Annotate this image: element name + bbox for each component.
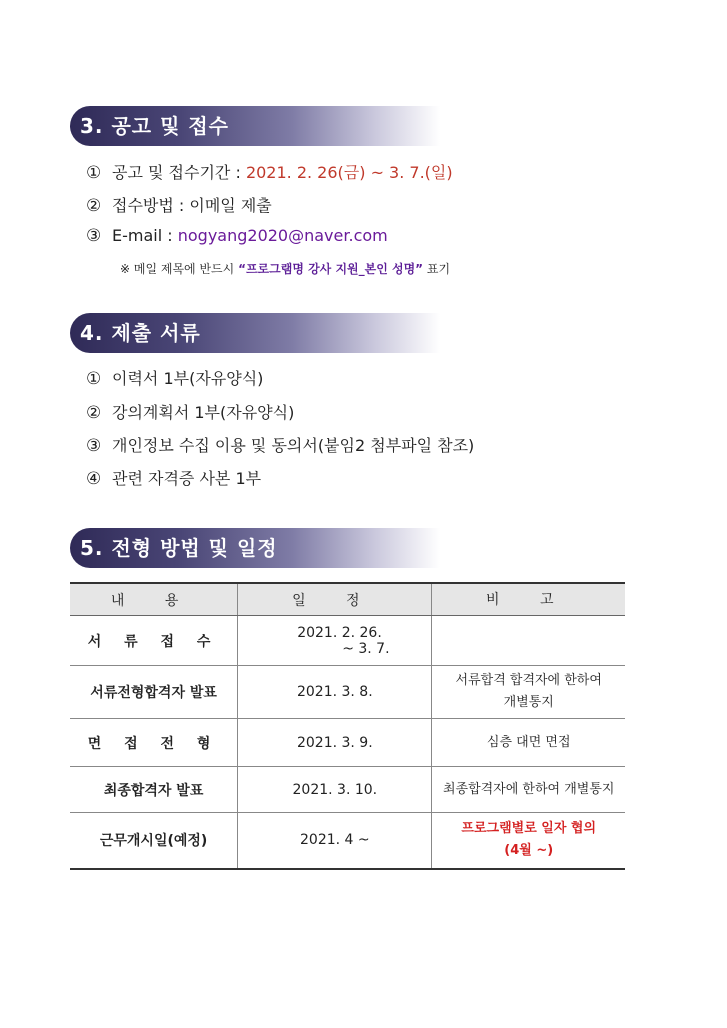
note-prefix: ※ 메일 제목에 반드시 (120, 262, 239, 276)
remarks-line: 프로그램별로 일자 협의 (461, 821, 597, 837)
sec4-item-2 (86, 400, 294, 423)
item-number: ③ (86, 436, 102, 456)
item-number: ① (86, 369, 102, 389)
sec4-item-3 (86, 433, 474, 456)
sec3-item-method (86, 193, 272, 216)
item-text: 강의계획서 1부(자유양식) (112, 403, 295, 422)
remarks-line: 서류합격 합격자에 한하여 (455, 673, 602, 688)
table-row (70, 719, 625, 767)
period-value: 2021. 2. 26(금) ~ 3. 7.(일) (245, 163, 453, 182)
row-schedule: 2021. 3. 9. (238, 719, 432, 767)
section-heading-5: 5. 전형 방법 및 일정 (70, 528, 440, 568)
email-subject-note (120, 260, 450, 277)
item-number: ② (86, 196, 102, 216)
item-text: 개인정보 수집 이용 및 동의서(붙임2 첨부파일 참조) (112, 436, 475, 455)
header-schedule: 일 정 (238, 583, 432, 616)
item-number: ② (86, 403, 102, 423)
section-heading-3: 3. 공고 및 접수 (70, 106, 440, 146)
schedule-table (70, 582, 625, 870)
item-number: ④ (86, 469, 102, 489)
row-remarks (432, 616, 625, 666)
schedule-line: ~ 3. 7. (342, 640, 390, 657)
table-row (70, 767, 625, 813)
item-text: 이력서 1부(자유양식) (112, 369, 264, 388)
header-content: 내 용 (70, 583, 238, 616)
row-content: 서류전형합격자 발표 (70, 666, 238, 719)
email-value: nogyang2020@naver.com (177, 226, 388, 245)
item-text: 관련 자격증 사본 1부 (112, 469, 262, 488)
table-header-row (70, 583, 625, 616)
section-heading-4: 4. 제출 서류 (70, 313, 440, 353)
sec4-item-4 (86, 466, 261, 489)
row-remarks (432, 666, 625, 719)
item-number: ③ (86, 226, 102, 246)
row-remarks: 심층 대면 면접 (432, 719, 625, 767)
sec3-item-email (86, 226, 388, 246)
item-label: E-mail : (112, 226, 178, 245)
row-content: 최종합격자 발표 (70, 767, 238, 813)
row-content: 서 류 접 수 (70, 616, 238, 666)
sec4-item-1 (86, 366, 263, 389)
item-label: 접수방법 : 이메일 제출 (112, 196, 272, 215)
note-emphasis: “프로그램명 강사 지원_본인 성명” (238, 262, 424, 276)
note-suffix: 표기 (423, 262, 451, 276)
row-content: 근무개시일(예정) (70, 813, 238, 869)
remarks-line: 개별통지 (503, 695, 554, 710)
remarks-line: (4월 ~) (504, 843, 554, 859)
table-row (70, 616, 625, 666)
header-remarks: 비 고 (432, 583, 625, 616)
schedule-line: 2021. 2. 26. (297, 624, 382, 641)
row-content: 면 접 전 형 (70, 719, 238, 767)
row-schedule: 2021. 3. 8. (238, 666, 432, 719)
item-label: 공고 및 접수기간 : (112, 163, 246, 182)
table-row (70, 666, 625, 719)
sec3-item-period (86, 160, 453, 183)
row-schedule: 2021. 3. 10. (238, 767, 432, 813)
table-row (70, 813, 625, 869)
row-schedule: 2021. 4 ~ (238, 813, 432, 869)
row-remarks: 최종합격자에 한하여 개별통지 (432, 767, 625, 813)
row-schedule (238, 616, 432, 666)
row-remarks (432, 813, 625, 869)
item-number: ① (86, 163, 102, 183)
